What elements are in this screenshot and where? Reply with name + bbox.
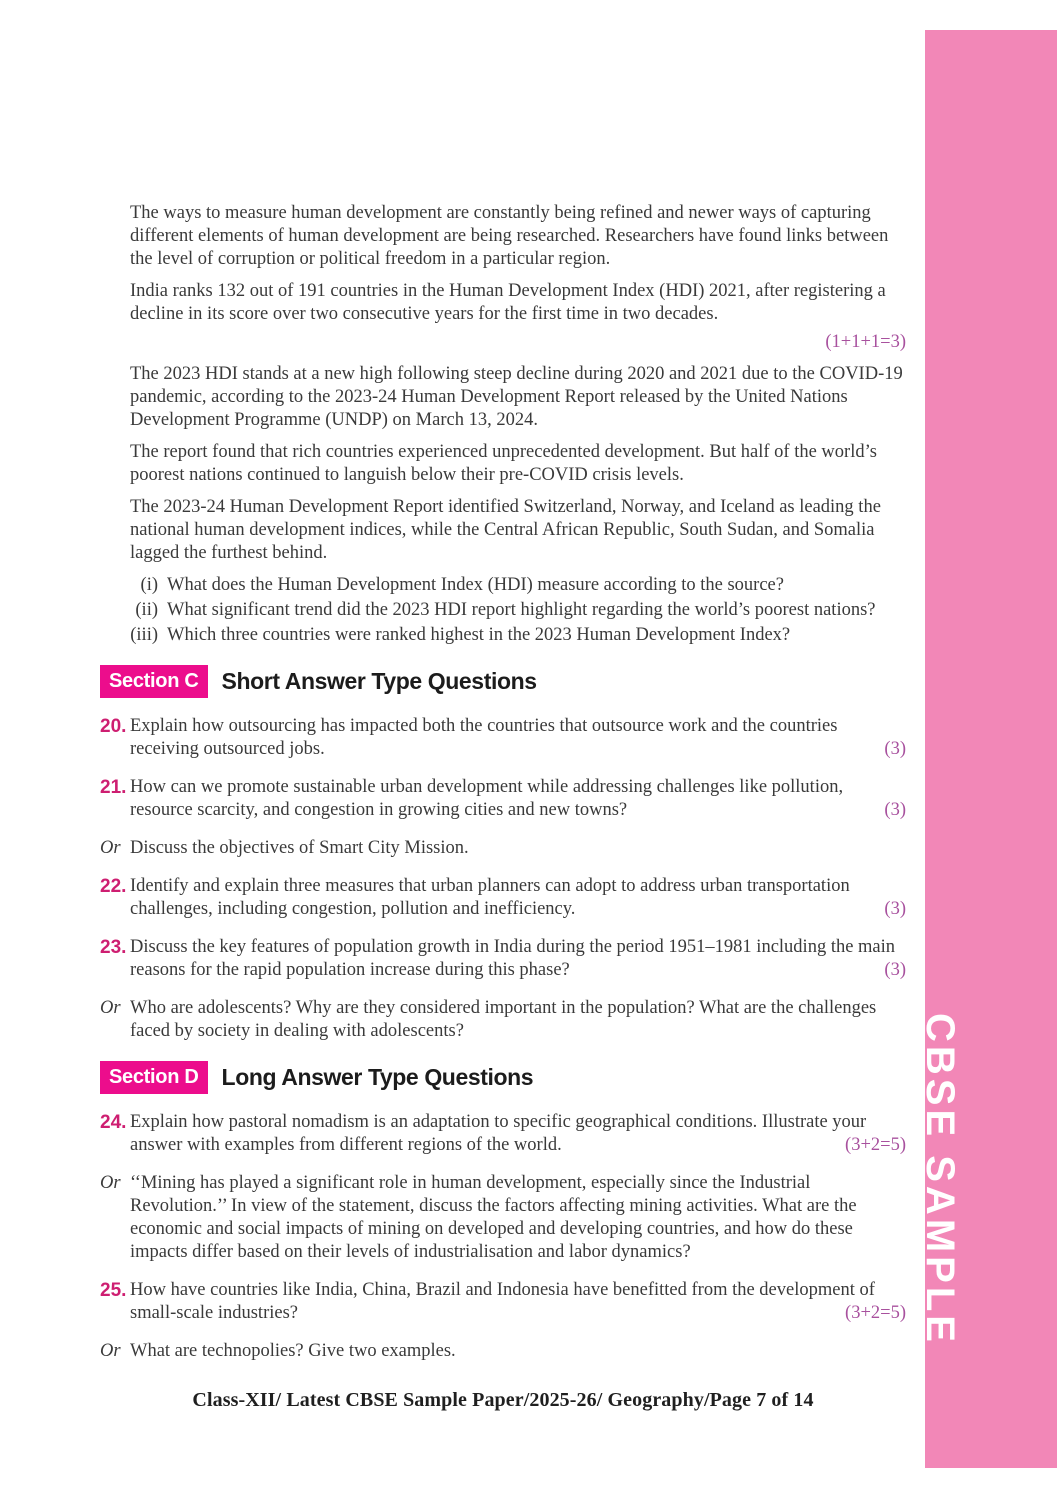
question-text <box>130 715 906 761</box>
or-alternative <box>100 1172 906 1264</box>
question-text <box>130 936 906 982</box>
question-item <box>100 1111 906 1157</box>
question-marks: (3+2=5) <box>845 1303 906 1323</box>
question-marks: (3) <box>884 800 906 820</box>
question-number: 20. <box>100 716 127 737</box>
question-text <box>130 1111 906 1157</box>
page-content <box>100 202 906 1412</box>
question-number: 23. <box>100 937 127 958</box>
or-text: Who are adolescents? Why are they considered important in the population? What are the challenges faced by society in dealing with adolescents? <box>130 998 877 1041</box>
question-marks: (3) <box>884 899 906 919</box>
section-title: Long Answer Type Questions <box>221 1064 534 1090</box>
question-text <box>130 1279 906 1325</box>
subquestion-label: (i) <box>140 575 158 595</box>
or-label: Or <box>100 1173 121 1193</box>
subquestion-text: What does the Human Development Index (HDI) measure according to the source? <box>167 575 784 595</box>
or-text: What are technopolies? Give two examples. <box>130 1341 456 1361</box>
subquestion-text: Which three countries were ranked highest in the 2023 Human Development Index? <box>167 625 791 645</box>
or-text: ‘‘Mining has played a significant role in human development, especially since the Industrial Revolution.’’ In view of the statement, discuss the factors affecting mining activities. What are the economic and social impacts of mining on developed and developing countries, and how do these impacts differ based on their levels of industrialisation and labor dynamics? <box>130 1173 857 1262</box>
question-text-body: How can we promote sustainable urban development while addressing challenges like pollution, resource scarcity, and congestion in growing cities and new towns? <box>130 777 844 820</box>
subquestion-label: (iii) <box>130 625 158 645</box>
section-badge: Section D <box>100 1061 208 1094</box>
question-text-body: How have countries like India, China, Brazil and Indonesia have benefitted from the development of small-scale industries? <box>130 1280 875 1323</box>
question-item <box>100 776 906 822</box>
or-alternative <box>100 837 906 860</box>
page-footer: Class-XII/ Latest CBSE Sample Paper/2025-26/ Geography/Page 7 of 14 <box>192 1389 814 1411</box>
subquestion-row <box>100 599 906 622</box>
or-label: Or <box>100 998 121 1018</box>
question-item <box>100 1279 906 1325</box>
or-label: Or <box>100 838 121 858</box>
question-text-body: Identify and explain three measures that urban planners can adopt to address urban transportation challenges, including congestion, pollution and inefficiency. <box>130 876 850 919</box>
or-alternative <box>100 997 906 1043</box>
passage-paragraph: The 2023 HDI stands at a new high following steep decline during 2020 and 2021 due to the COVID-19 pandemic, according to the 2023-24 Human Development Report released by the United Nations Development Programme (UNDP) on March 13, 2024. <box>130 364 903 430</box>
passage-paragraph: India ranks 132 out of 191 countries in the Human Development Index (HDI) 2021, after registering a decline in its score over two consecutive years for the first time in two decades. <box>130 281 886 324</box>
question-marks: (3) <box>884 960 906 980</box>
section-title: Short Answer Type Questions <box>221 668 537 694</box>
question-text <box>130 776 906 822</box>
question-text <box>130 875 906 921</box>
section-header <box>100 1061 906 1094</box>
subquestion-text: What significant trend did the 2023 HDI report highlight regarding the world’s poorest nations? <box>167 600 876 620</box>
passage-paragraph: The report found that rich countries experienced unprecedented development. But half of the world’s poorest nations continued to languish below their pre-COVID crisis levels. <box>130 442 877 485</box>
question-item <box>100 715 906 761</box>
section-header <box>100 665 906 698</box>
question-text-body: Discuss the key features of population growth in India during the period 1951–1981 including the main reasons for the rapid population increase during this phase? <box>130 937 896 980</box>
question-marks: (3) <box>884 739 906 759</box>
cbse-sample-vertical-label: CBSE SAMPLE <box>918 1013 962 1346</box>
sections <box>100 665 906 1363</box>
or-label: Or <box>100 1341 121 1361</box>
question-text-body: Explain how outsourcing has impacted both the countries that outsource work and the countries receiving outsourced jobs. <box>130 716 838 759</box>
passage-subquestions <box>100 574 906 647</box>
section-badge: Section C <box>100 665 208 698</box>
question-text-body: Explain how pastoral nomadism is an adaptation to specific geographical conditions. Illustrate your answer with examples from different regions of the world. <box>130 1112 867 1155</box>
subquestion-row <box>100 624 906 647</box>
passage-marks: (1+1+1=3) <box>825 332 906 352</box>
question-number: 21. <box>100 777 127 798</box>
or-text: Discuss the objectives of Smart City Mission. <box>130 838 469 858</box>
question-number: 22. <box>100 876 127 897</box>
question-item <box>100 875 906 921</box>
passage-paragraph: The 2023-24 Human Development Report identified Switzerland, Norway, and Iceland as leading the national human development indices, while the Central African Republic, South Sudan, and Somalia lagged the furthest behind. <box>130 497 881 563</box>
subquestion-row <box>100 574 906 597</box>
question-number: 25. <box>100 1280 127 1301</box>
passage <box>100 202 906 565</box>
question-item <box>100 936 906 982</box>
sample-watermark-band <box>918 30 1057 1468</box>
subquestion-label: (ii) <box>135 600 158 620</box>
passage-paragraph: The ways to measure human development are constantly being refined and newer ways of capturing different elements of human development are being researched. Researchers have found links between the level of corruption or political freedom in a particular region. <box>130 203 889 269</box>
question-number: 24. <box>100 1112 127 1133</box>
question-marks: (3+2=5) <box>845 1135 906 1155</box>
or-alternative <box>100 1340 906 1363</box>
